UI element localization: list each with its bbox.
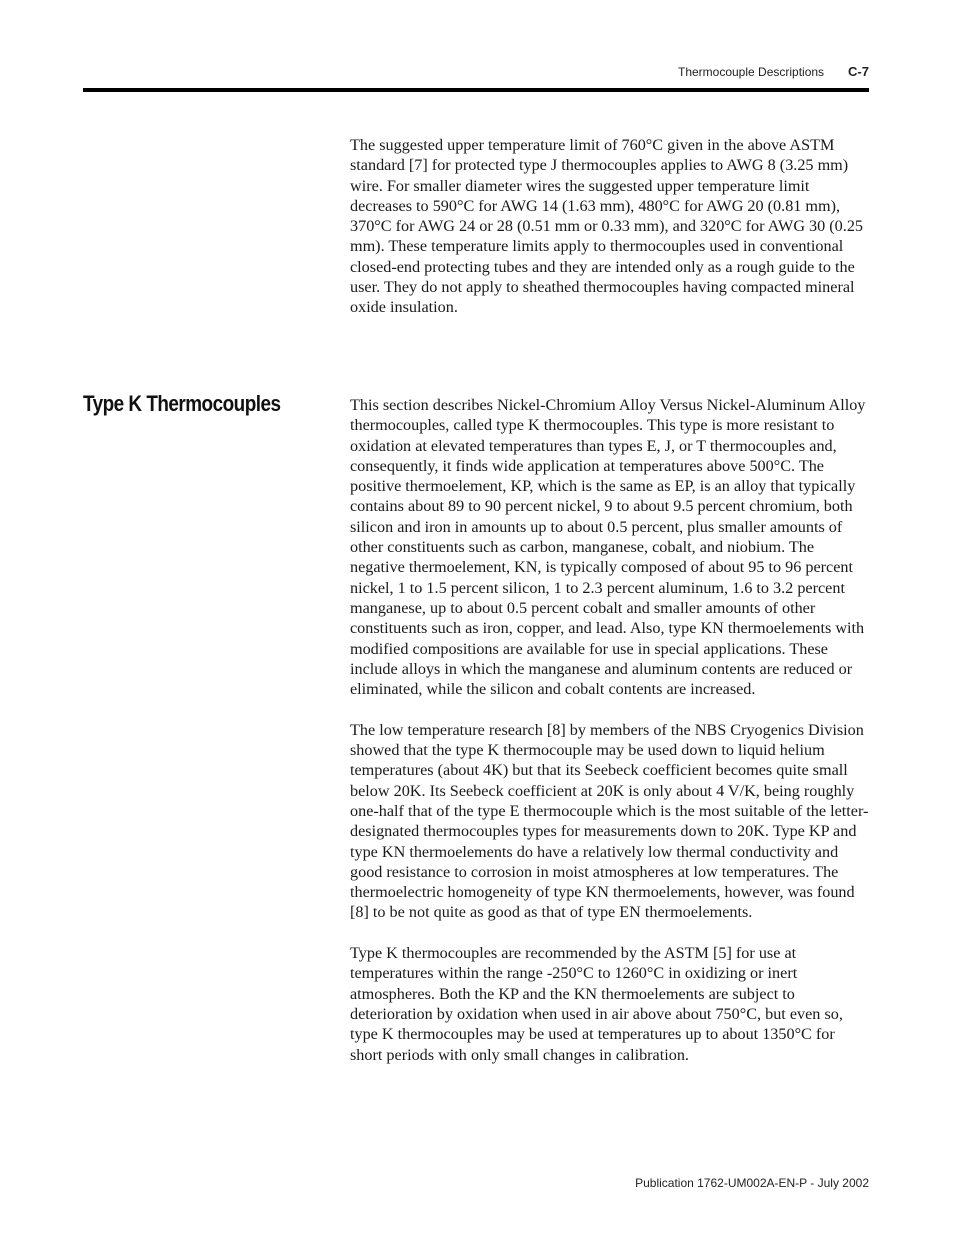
intro-text-block <box>350 135 870 318</box>
header-chapter-title: Thermocouple Descriptions <box>677 65 825 79</box>
section-paragraph-2: The low temperature research [8] by members of the NBS Cryogenics Division showed that the type K thermocouple may be used down to liquid helium temperatures (about 4K) but that its Seebeck coefficient becomes quite small below 20K. Its Seebeck coefficient at 20K is only about 4 V/K, being roughly one-half that of the type E thermocouple which is the most suitable of the letter-designated thermocouples types for measurements down to 20K. Type KP and type KN thermoelements do have a relatively low thermal conductivity and good resistance to corrosion in moist atmospheres at low temperatures. The thermoelectric homogeneity of type KN thermoelements, however, was found [8] to be not quite as good as that of type EN thermoelements. <box>350 720 869 922</box>
section-paragraph-3: Type K thermocouples are recommended by the ASTM [5] for use at temperatures within the range -250°C to 1260°C in oxidizing or inert atmospheres. Both the KP and the KN thermoelements are subject to deterioration by oxidation when used in air above about 750°C, but even so, type K thermocouples may be used at temperatures up to about 1350°C for short periods with only small changes in calibration. <box>350 944 843 1064</box>
page-footer: Publication 1762-UM002A-EN-P - July 2002 <box>635 1176 869 1190</box>
header-page-number: C-7 <box>848 64 869 79</box>
intro-paragraph: The suggested upper temperature limit of 760°C given in the above ASTM standard [7] for protected type J thermocouples applies to AWG 8 (3.25 mm) wire. For smaller diameter wires the suggested upper temperature limit decreases to 590°C for AWG 14 (1.63 mm), 480°C for AWG 20 (0.81 mm), 370°C for AWG 24 or 28 (0.51 mm or 0.33 mm), and 320°C for AWG 30 (0.25 mm). These temperature limits apply to thermocouples used in conventional closed-end protecting tubes and they are intended only as a rough guide to the user. They do not apply to sheathed thermocouples having compacted mineral oxide insulation. <box>350 136 864 317</box>
section-heading: Type K Thermocouples <box>83 391 281 416</box>
page-header <box>678 64 869 79</box>
header-rule <box>83 88 869 92</box>
section-paragraph-1: This section describes Nickel-Chromium Alloy Versus Nickel-Aluminum Alloy thermocouples, called type K thermocouples. This type is more resistant to oxidation at elevated temperatures than types E, J, or T thermocouples and, consequently, it finds wide application at temperatures above 500°C. The positive thermoelement, KP, which is the same as EP, is an alloy that typically contains about 89 to 90 percent nickel, 9 to about 9.5 percent chromium, both silicon and iron in amounts up to about 0.5 percent, plus smaller amounts of other constituents such as carbon, manganese, cobalt, and niobium. The negative thermoelement, KN, is typically composed of about 95 to 96 percent nickel, 1 to 1.5 percent silicon, 1 to 2.3 percent aluminum, 1.6 to 3.2 percent manganese, up to about 0.5 percent cobalt and smaller amounts of other constituents such as iron, copper, and lead. Also, type KN thermoelements with modified compositions are available for use in special applications. These include alloys in which the manganese and aluminum contents are reduced or eliminated, while the silicon and cobalt contents are increased. <box>350 396 866 699</box>
section-text-block <box>350 395 870 1065</box>
